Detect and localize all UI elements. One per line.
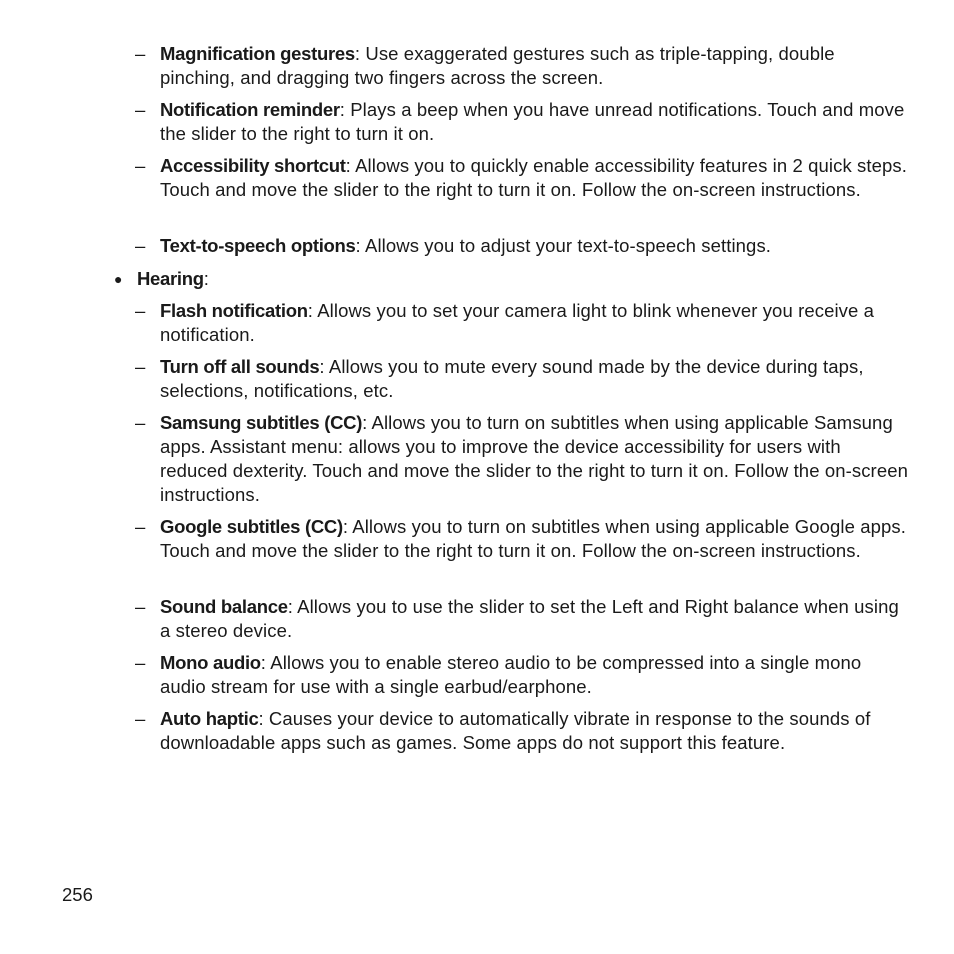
item-description: : Allows you to enable stereo audio to be compressed into a single mono audio stream for use with a single earbud/earphone.	[160, 652, 862, 697]
item-description: : Allows you to turn on subtitles when using applicable Samsung apps. Assistant menu: allows you to improve the device accessibility for users with reduced dexterity. Touch and move the slider to the right to turn it on. Follow the on-screen instructions.	[160, 412, 908, 505]
item-description: : Allows you to turn on subtitles when using applicable Google apps. Touch and move the slider to the right to turn it on. Follow the on-screen instructions.	[160, 516, 906, 561]
dash-marker: –	[135, 356, 146, 377]
section-heading-colon: :	[203, 268, 210, 289]
section-hearing	[114, 267, 907, 291]
item-description: : Use exaggerated gestures such as triple-tapping, double pinching, and dragging two fingers across the screen.	[160, 43, 835, 88]
item-accessibility-shortcut	[135, 154, 910, 202]
item-description: : Causes your device to automatically vibrate in response to the sounds of downloadable apps such as games. Some apps do not support this feature.	[160, 708, 871, 753]
item-samsung-subtitles	[135, 411, 910, 507]
item-description: : Allows you to set your camera light to blink whenever you receive a notification.	[160, 300, 875, 345]
item-description: : Allows you to use the slider to set the Left and Right balance when using a stereo device.	[160, 596, 899, 641]
section-heading: Hearing	[137, 268, 204, 289]
dash-marker: –	[135, 516, 146, 537]
item-term: Accessibility shortcut	[160, 155, 346, 176]
item-term: Flash notification	[160, 300, 308, 321]
item-term: Sound balance	[160, 596, 288, 617]
item-description: : Plays a beep when you have unread notifications. Touch and move the slider to the right to turn it on.	[160, 99, 905, 144]
dash-marker: –	[135, 300, 146, 321]
item-sound-balance	[135, 595, 910, 643]
item-flash-notification	[135, 299, 910, 347]
item-term: Notification reminder	[160, 99, 340, 120]
dash-marker: –	[135, 652, 146, 673]
item-description: : Allows you to mute every sound made by the device during taps, selections, notifications, etc.	[160, 356, 864, 401]
item-term: Text-to-speech options	[160, 235, 356, 256]
dash-marker: –	[135, 155, 146, 176]
dash-marker: –	[135, 596, 146, 617]
item-term: Auto haptic	[160, 708, 259, 729]
dash-marker: –	[135, 43, 146, 64]
item-google-subtitles	[135, 515, 910, 563]
item-auto-haptic	[135, 707, 910, 755]
dash-marker: –	[135, 412, 146, 433]
item-magnification-gestures	[135, 42, 910, 90]
item-term: Magnification gestures	[160, 43, 355, 64]
item-mono-audio	[135, 651, 910, 699]
item-term: Turn off all sounds	[160, 356, 320, 377]
dash-marker: –	[135, 235, 146, 256]
item-term: Samsung subtitles (CC)	[160, 412, 363, 433]
page-number: 256	[62, 884, 93, 905]
bullet-marker: ●	[114, 271, 123, 287]
item-turn-off-all-sounds	[135, 355, 910, 403]
item-description: : Allows you to adjust your text-to-speech settings.	[355, 235, 772, 256]
item-term: Google subtitles (CC)	[160, 516, 343, 537]
dash-marker: –	[135, 708, 146, 729]
item-term: Mono audio	[160, 652, 261, 673]
item-text-to-speech-options	[135, 234, 910, 258]
item-description: : Allows you to quickly enable accessibility features in 2 quick steps. Touch and move the slider to the right to turn it on. Follow the on-screen instructions.	[160, 155, 908, 200]
dash-marker: –	[135, 99, 146, 120]
item-notification-reminder	[135, 98, 910, 146]
